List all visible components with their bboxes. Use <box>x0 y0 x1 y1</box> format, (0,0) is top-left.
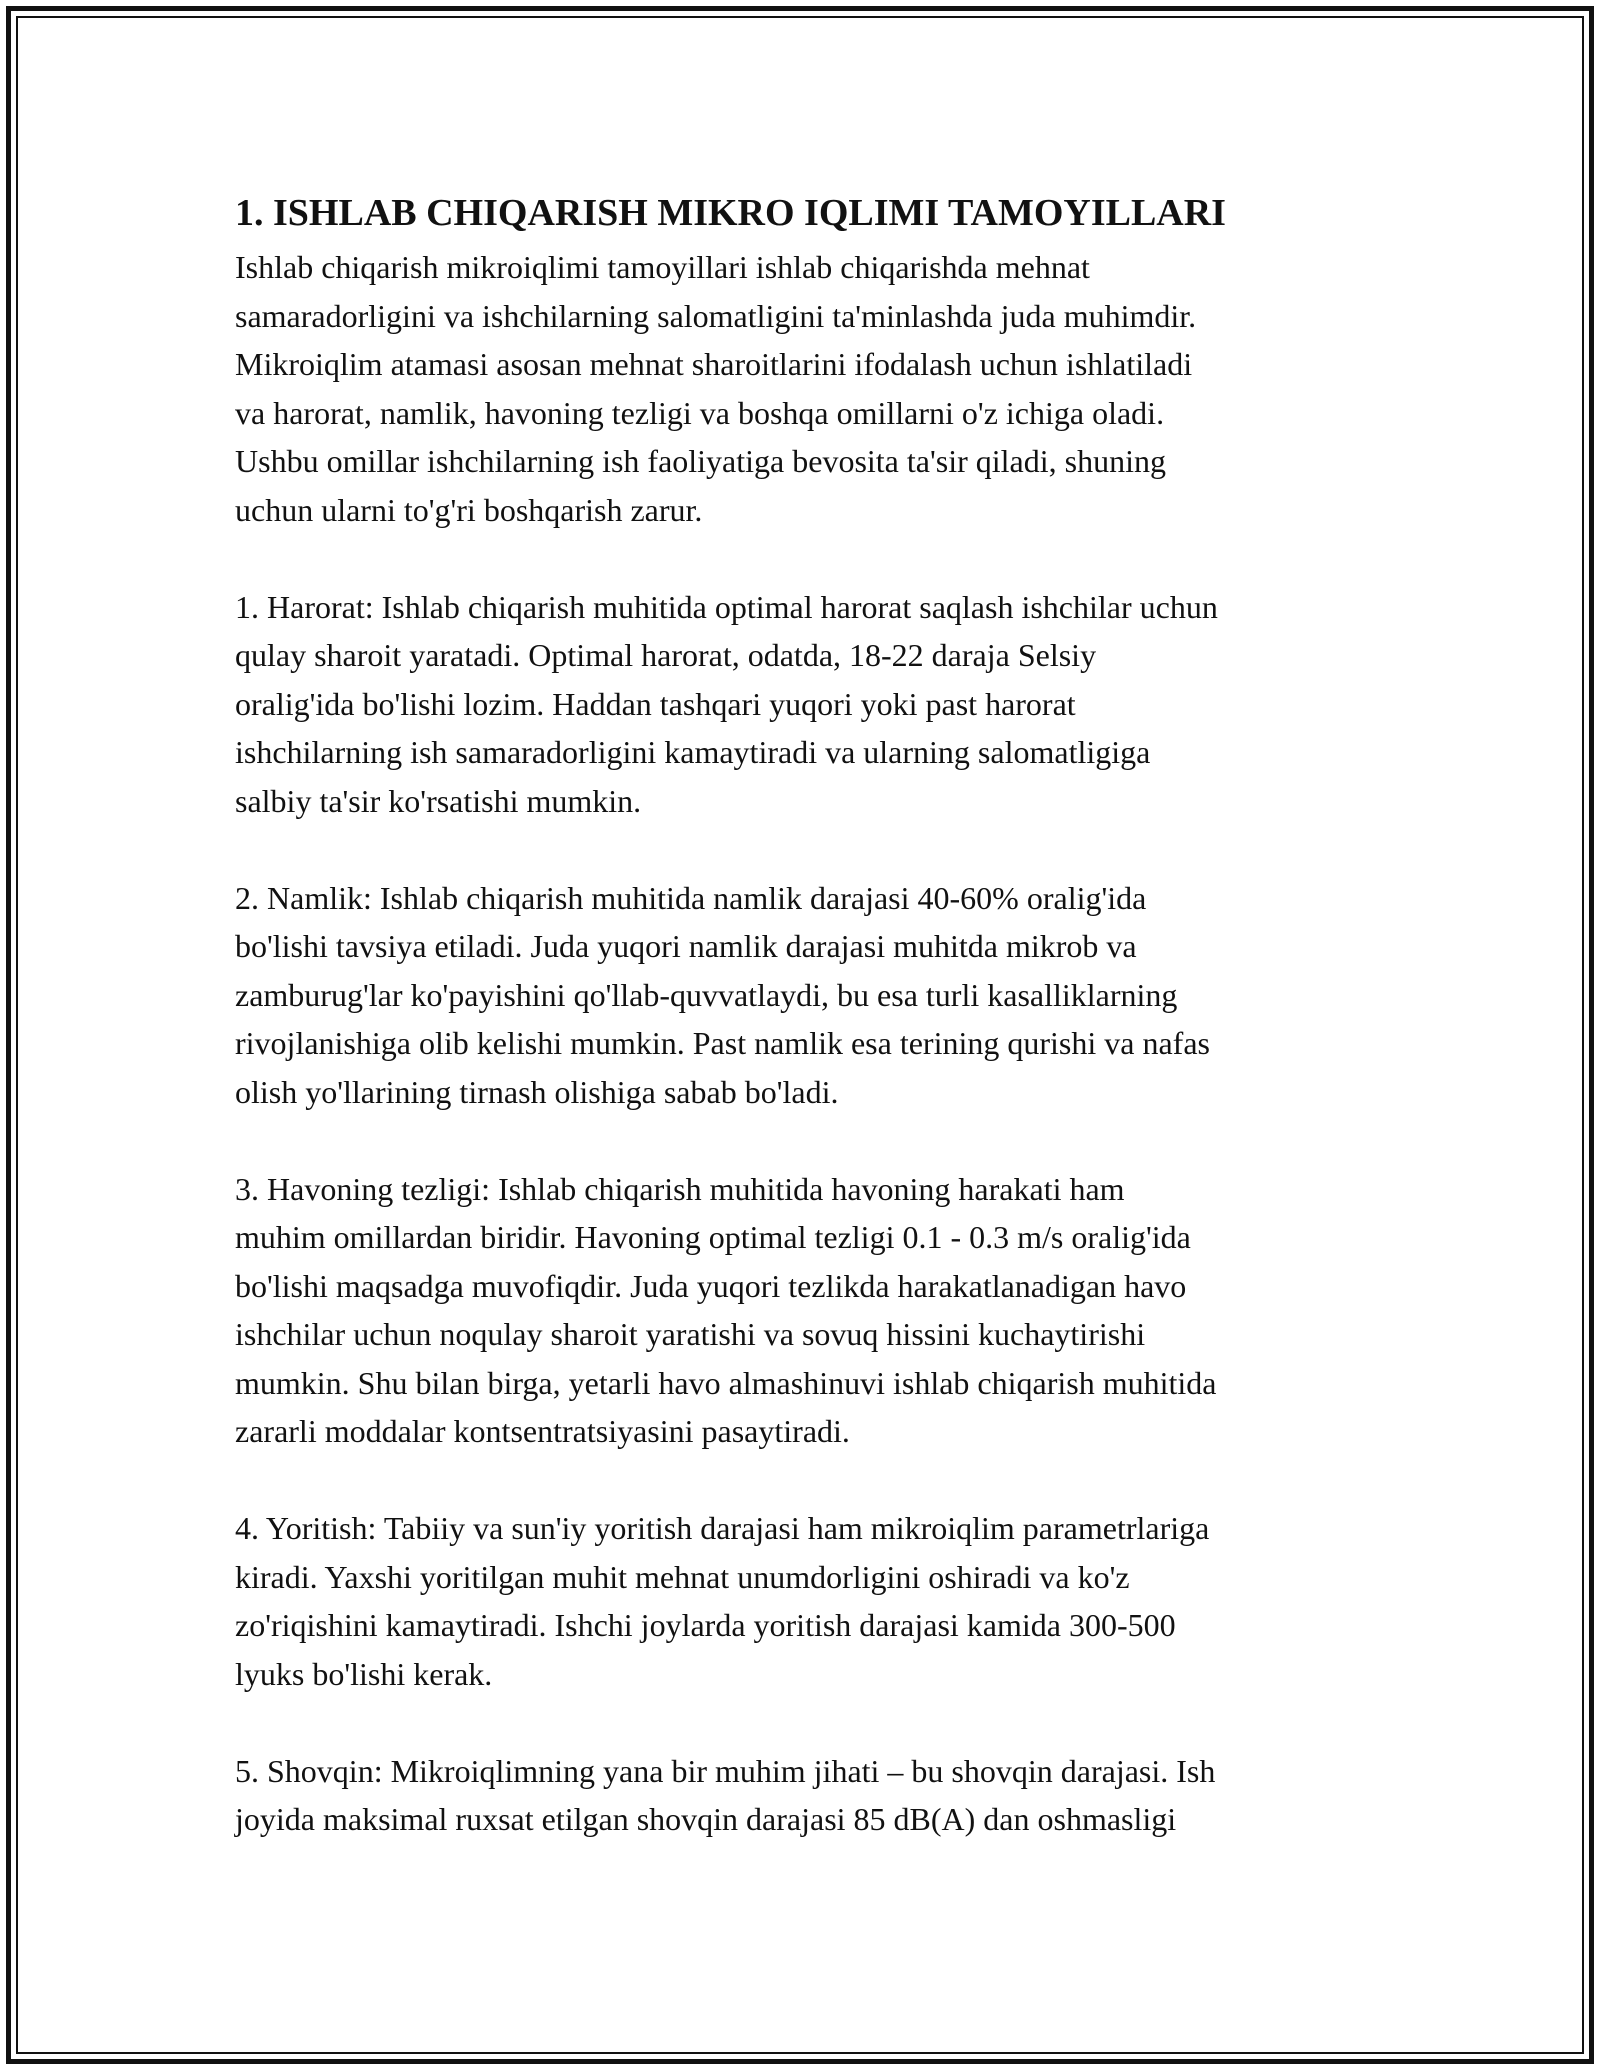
paragraph-shovqin: 5. Shovqin: Mikroiqlimning yana bir muhim jihati – bu shovqin darajasi. Ish joyida maksimal ruxsat etilgan shovqin darajasi 85 dB(A) dan oshmasligi <box>235 1752 1216 1837</box>
document-body <box>235 185 1375 1892</box>
paragraph-harorat: 1. Harorat: Ishlab chiqarish muhitida optimal harorat saqlash ishchilar uchun qulay sharoit yaratadi. Optimal harorat, odatda, 18-22 daraja Selsiy oralig'ida bo'lishi lozim. Haddan tashqari yuqori yoki past harorat ishchilarning ish samaradorligini kamaytiradi va ularning salomatligiga salbiy ta'sir ko'rsatishi mumkin. <box>235 588 1218 819</box>
paragraph-intro: Ishlab chiqarish mikroiqlimi tamoyillari ishlab chiqarishda mehnat samaradorligini va ishchilarning salomatligini ta'minlashda juda muhimdir. Mikroiqlim atamasi asosan mehnat sharoitlarini ifodalash uchun ishlatiladi va harorat, namlik, havoning tezligi va boshqa omillarni o'z ichiga oladi. Ushbu omillar ishchilarning ish faoliyatiga bevosita ta'sir qiladi, shuning uchun ularni to'g'ri boshqarish zarur. <box>235 249 1197 528</box>
paragraph-namlik: 2. Namlik: Ishlab chiqarish muhitida namlik darajasi 40-60% oralig'ida bo'lishi tavsiya etiladi. Juda yuqori namlik darajasi muhitda mikrob va zamburug'lar ko'payishini qo'llab-quvvatlaydi, bu esa turli kasalliklarning rivojlanishiga olib kelishi mumkin. Past namlik esa terining qurishi va nafas olish yo'llarining tirnash olishiga sabab bo'ladi. <box>235 879 1210 1110</box>
paragraph-yoritish: 4. Yoritish: Tabiiy va sun'iy yoritish darajasi ham mikroiqlim parametrlariga kiradi. Yaxshi yoritilgan muhit mehnat unumdorligini oshiradi va ko'z zo'riqishini kamaytiradi. Ishchi joylarda yoritish darajasi kamida 300-500 lyuks bo'lishi kerak. <box>235 1510 1210 1692</box>
paragraph-havoning-tezligi: 3. Havoning tezligi: Ishlab chiqarish muhitida havoning harakati ham muhim omillardan biridir. Havoning optimal tezligi 0.1 - 0.3 m/s oralig'ida bo'lishi maqsadga muvofiqdir. Juda yuqori tezlikda harakatlanadigan havo ishchilar uchun noqulay sharoit yaratishi va sovuq hissini kuchaytirishi mumkin. Shu bilan birga, yetarli havo almashinuvi ishlab chiqarish muhitida zararli moddalar kontsentratsiyasini pasaytiradi. <box>235 1170 1217 1449</box>
document-title: 1. ISHLAB CHIQARISH MIKRO IQLIMI TAMOYILLARI <box>235 192 1226 234</box>
